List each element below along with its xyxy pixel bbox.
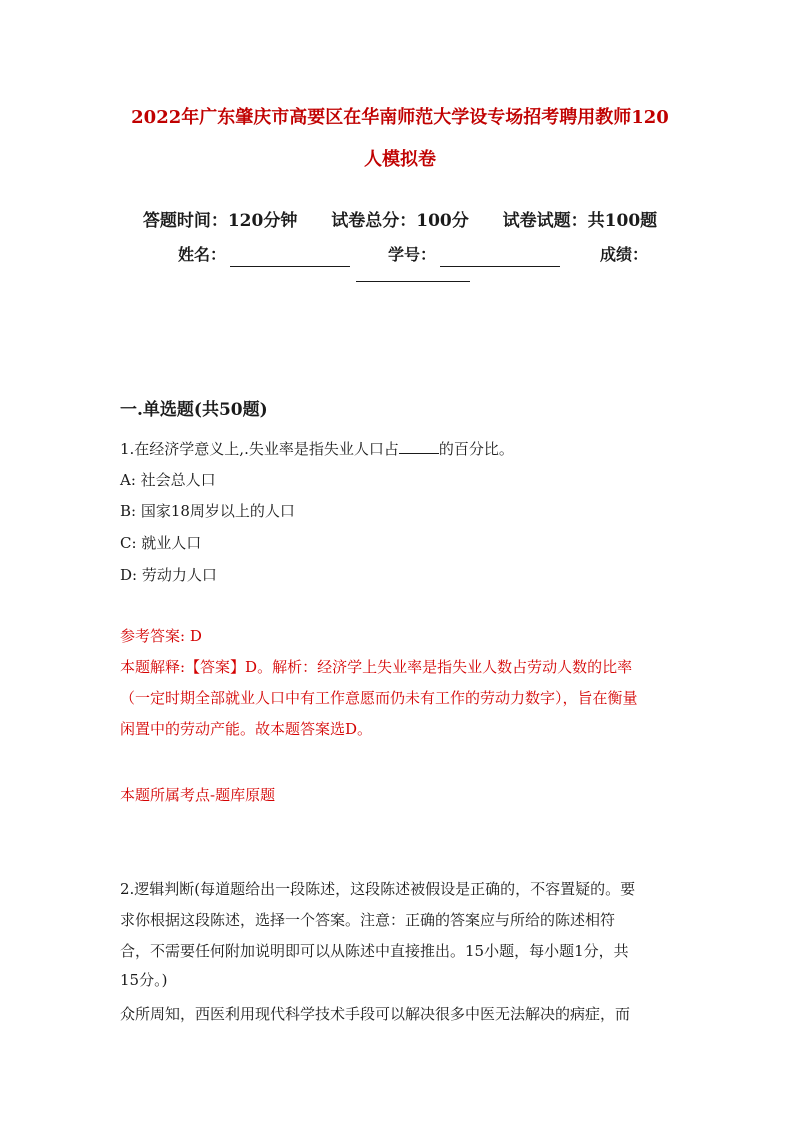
exam-meta: [0, 208, 800, 234]
section-title-single-choice: 一.单选题(共50题): [120, 400, 268, 420]
document-title-line-2: 人模拟卷: [364, 149, 436, 170]
name-label: 姓名：: [178, 245, 227, 264]
question-1-blank: [399, 438, 439, 454]
question-2-line-5: 众所周知，西医利用现代科学技术手段可以解决很多中医无法解决的病症，而: [120, 1005, 631, 1023]
name-blank[interactable]: [230, 248, 350, 267]
id-label: 学号：: [388, 245, 437, 264]
question-2-line-1: 2.逻辑判断(每道题给出一段陈述，这段陈述被假设是正确的，不容置疑的。要: [120, 880, 636, 898]
grade-field: [600, 243, 648, 267]
grade-label: 成绩：: [600, 245, 649, 264]
question-1-answer: 参考答案: D: [120, 627, 202, 645]
question-1-option-b: B: 国家18周岁以上的人口: [120, 502, 295, 520]
question-1-stem-after: 的百分比。: [438, 440, 514, 458]
document-title-line-1: 2022年广东肇庆市高要区在华南师范大学设专场招考聘用教师120: [131, 107, 669, 128]
exam-time: 答题时间：120分钟: [142, 211, 298, 231]
grade-blank[interactable]: [356, 281, 470, 282]
id-field: [388, 243, 560, 267]
question-2-line-4: 15分。): [120, 971, 168, 989]
question-1-option-a: A: 社会总人口: [120, 471, 216, 489]
question-2-line-2: 求你根据这段陈述，选择一个答案。注意：正确的答案应与所给的陈述相符: [120, 911, 616, 929]
question-1-stem-before: 1.在经济学意义上,.失业率是指失业人口占: [120, 440, 399, 458]
question-1-option-c: C: 就业人口: [120, 534, 202, 552]
question-2-line-3: 合，不需要任何附加说明即可以从陈述中直接推出。15小题，每小题1分，共: [120, 942, 629, 960]
question-1-stem: [120, 438, 514, 460]
id-blank[interactable]: [440, 248, 560, 267]
question-1-explanation-line-3: 闲置中的劳动产能。故本题答案选D。: [120, 720, 373, 738]
exam-question-count: 试卷试题：共100题: [502, 211, 658, 231]
name-field: [178, 243, 350, 267]
question-1-explanation-line-2: （一定时期全部就业人口中有工作意愿而仍未有工作的劳动力数字），旨在衡量: [120, 689, 638, 707]
question-1-topic: 本题所属考点-题库原题: [120, 786, 276, 804]
question-1-option-d: D: 劳动力人口: [120, 566, 217, 584]
exam-total-score: 试卷总分：100分: [331, 211, 469, 231]
question-1-explanation-line-1: 本题解释:【答案】D。解析：经济学上失业率是指失业人数占劳动人数的比率: [120, 658, 633, 676]
